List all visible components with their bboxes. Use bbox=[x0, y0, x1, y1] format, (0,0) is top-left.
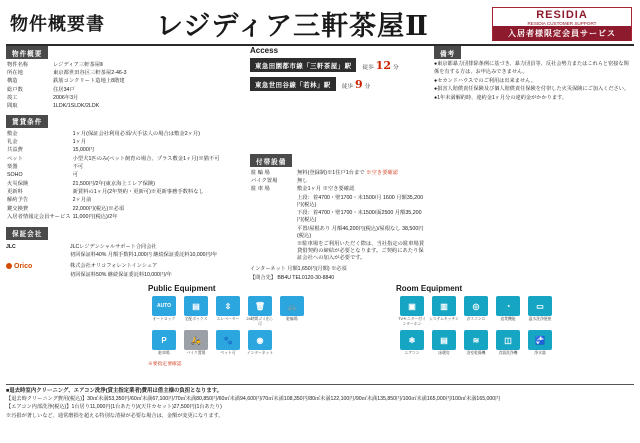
equipment-label: インターネット bbox=[246, 351, 274, 356]
public-equipment-note: ※要指定要確認 bbox=[148, 361, 182, 367]
bike-parking-icon bbox=[184, 330, 208, 350]
equipment-item bbox=[429, 296, 459, 326]
icon-glyph: 🐾 bbox=[223, 335, 233, 345]
remark-item: ●損害人賠償責任保険及び個人賠償責任保険を付帯した火災保険にご加入ください。 bbox=[434, 86, 630, 93]
facility-value: 無し bbox=[297, 177, 308, 184]
outline-value: 2006年3月 bbox=[53, 94, 79, 101]
table-row bbox=[6, 180, 242, 188]
table-row bbox=[6, 188, 242, 196]
equipment-label: オートロック bbox=[152, 317, 176, 321]
orico-fee: 初回保証料50% 継続保証委託料10,000円/年 bbox=[70, 271, 172, 278]
property-name-heading: レジディア三軒茶屋Ⅱ bbox=[156, 11, 429, 42]
equipment-label: システムキッチン bbox=[429, 317, 459, 321]
equipment-item bbox=[525, 296, 555, 326]
equipment-label: 駐輪場 bbox=[286, 317, 298, 321]
equipment-item bbox=[245, 330, 275, 356]
walk-minutes: 12 bbox=[375, 58, 391, 72]
rent-key: SOHO bbox=[7, 172, 23, 179]
icon-glyph: 🚰 bbox=[535, 335, 545, 345]
facility-value-text: 無料(登録制)※1住戸1台まで bbox=[297, 169, 365, 176]
gas-stove-icon bbox=[464, 296, 488, 316]
table-row bbox=[6, 172, 242, 180]
icon-glyph: 🗑 bbox=[254, 301, 266, 311]
orico-name: 株式会社オリコフォレントインシュア bbox=[70, 263, 158, 270]
rent-key: 共益費 bbox=[7, 147, 23, 154]
page-title: 物件概要書 bbox=[10, 14, 105, 35]
table-row bbox=[6, 61, 242, 69]
section-title-access: Access bbox=[250, 46, 279, 55]
table-row bbox=[6, 69, 242, 77]
guarantee-item-orico bbox=[6, 263, 242, 281]
washlet-icon bbox=[528, 296, 552, 316]
table-row bbox=[6, 205, 242, 213]
facility-table bbox=[250, 169, 426, 263]
equipment-item bbox=[213, 296, 243, 326]
access-station-1: 東急田園都市線「三軒茶屋」駅 bbox=[250, 58, 356, 72]
rent-key: 敷金 bbox=[7, 130, 18, 137]
table-row bbox=[6, 130, 242, 138]
table-row bbox=[250, 169, 426, 177]
equipment-item bbox=[461, 330, 491, 356]
icon-glyph: P bbox=[161, 335, 167, 345]
access-line-1 bbox=[250, 58, 426, 72]
document-header bbox=[6, 4, 634, 46]
rent-value: 15,000円 bbox=[72, 147, 95, 154]
equipment-item bbox=[461, 296, 491, 326]
walk-minutes: 9 bbox=[355, 77, 363, 91]
outline-value: 東京都世田谷区三軒茶屋2-46-3 bbox=[53, 69, 127, 76]
table-row bbox=[6, 197, 242, 205]
equipment-item bbox=[181, 330, 211, 356]
remark-text: 1年未満解約時、違約金1ヶ月分の違約金がかかります。 bbox=[437, 95, 567, 102]
facility-key: バイク置場 bbox=[251, 177, 278, 184]
facility-key: 駐 輪 場 bbox=[251, 169, 270, 176]
section-title-outline: 物件概要 bbox=[6, 46, 48, 59]
equipment-label: TVモニター付インターホン bbox=[398, 317, 426, 326]
icon-glyph: 🚲 bbox=[287, 301, 297, 311]
table-row bbox=[6, 147, 242, 155]
outline-key: 所在地 bbox=[7, 69, 23, 76]
remark-item: ●1年未満解約時、違約金1ヶ月分の違約金がかかります。 bbox=[434, 95, 567, 102]
table-row bbox=[6, 94, 242, 102]
bicycle-parking-icon bbox=[280, 296, 304, 316]
equipment-label: 温水洗浄便座 bbox=[528, 317, 552, 321]
trash-room-icon bbox=[248, 296, 272, 316]
equipment-label: 浄水器 bbox=[534, 351, 546, 356]
guarantee-item-jlc bbox=[6, 244, 242, 262]
rent-key: ペット bbox=[7, 155, 23, 162]
equipment-item bbox=[149, 296, 179, 326]
equipment-label: エアコン bbox=[404, 351, 420, 356]
access-walk-2 bbox=[342, 78, 370, 91]
rent-value: 11,000円(税込)/2年 bbox=[72, 213, 118, 220]
public-equipment-section bbox=[148, 284, 328, 367]
jlc-logo: JLC bbox=[6, 243, 16, 250]
icon-glyph: ≋ bbox=[472, 335, 480, 345]
right-column bbox=[434, 46, 634, 104]
facility-key bbox=[250, 225, 296, 240]
icon-glyph: ▤ bbox=[440, 335, 448, 345]
water-purifier-icon bbox=[528, 330, 552, 350]
section-title-facility: 付帯設備 bbox=[250, 154, 292, 167]
remark-text: セカンドハウスでのご利用は出来ません。 bbox=[437, 77, 536, 84]
remark-item: ●東京都暴力団排除条例に基づき、暴力団員等、反社会勢力またはこれらと密接な関係を有する方は、お申込みできません。 bbox=[434, 61, 629, 75]
residia-support-badge bbox=[492, 7, 632, 41]
table-row bbox=[6, 213, 242, 221]
rent-key: 鍵交換費 bbox=[7, 205, 29, 212]
delivery-box-icon bbox=[184, 296, 208, 316]
footer-line: ※汚損が著しいなど、通常磨損を超える特別な清掃が必要な場合は、金額が変更になります。 bbox=[6, 412, 224, 419]
equipment-item bbox=[245, 296, 275, 326]
orico-logo: Orico bbox=[6, 263, 70, 270]
icon-glyph: 🛵 bbox=[191, 335, 201, 345]
equipment-label: エレベーター bbox=[216, 317, 240, 321]
outline-value: レジディア三軒茶屋Ⅱ bbox=[53, 61, 103, 68]
elevator-icon bbox=[216, 296, 240, 316]
orico-mark-icon bbox=[6, 263, 12, 269]
icon-glyph: ◉ bbox=[256, 335, 264, 345]
pet-icon bbox=[216, 330, 240, 350]
equipment-item bbox=[525, 330, 555, 356]
section-title-remarks: 備考 bbox=[434, 46, 461, 59]
system-kitchen-icon bbox=[432, 296, 456, 316]
remark-text: 東京都暴力団排除条例に基づき、暴力団員等、反社会勢力またはこれらと密接な関係を有する方は、お申込みできません。 bbox=[434, 61, 629, 75]
table-row bbox=[6, 163, 242, 171]
outline-key: 間取 bbox=[7, 103, 18, 110]
rent-value: 1ヶ月(保証会社利用必須/大手法人の場合は敷金2ヶ月) bbox=[72, 130, 201, 137]
outline-value: 1LDK/1SLDK/2LDK bbox=[53, 103, 100, 110]
equipment-label: 宅配ボックス bbox=[184, 317, 208, 321]
bath-icon bbox=[496, 296, 520, 316]
equipment-label: バイク置場 bbox=[186, 351, 206, 356]
equipment-label: 床暖房 bbox=[438, 351, 450, 356]
icon-glyph: AUTO bbox=[156, 303, 172, 309]
equipment-item bbox=[493, 330, 523, 356]
facility-internet: インターネット 月額1,650円(月額) ※必須 bbox=[250, 266, 347, 272]
rent-key: 入居者情報定会員サービス bbox=[7, 213, 71, 220]
outline-value: 鉄筋コンクリート造地上8階建 bbox=[53, 78, 125, 85]
footer-line: 【エアコン内部洗浄(税込)】1台居り11,000円(1台あたり)/(天井カセット)27,500円(1台あたり) bbox=[6, 404, 222, 411]
walk-unit: 分 bbox=[364, 83, 371, 90]
public-equipment-grid bbox=[148, 296, 328, 360]
footer-notes bbox=[6, 382, 634, 420]
bath-dryer-icon bbox=[464, 330, 488, 350]
badge-brand bbox=[493, 8, 631, 26]
facility-value: 下段：着4700・壁1700・未1500/面2500 月額35,200円(税込) bbox=[297, 210, 422, 224]
rent-value: 新賃料の1ヶ月(2年契約・更新可)※更新事務手数料なし bbox=[72, 188, 204, 195]
equipment-item bbox=[493, 296, 523, 326]
table-row bbox=[6, 138, 242, 146]
equipment-label: 食器洗浄機 bbox=[498, 351, 518, 356]
remark-item: ●セカンドハウスでのご利用は出来ません。 bbox=[434, 77, 536, 84]
rent-value: 2ヶ月前 bbox=[72, 197, 92, 204]
rent-value: 1ヶ月 bbox=[72, 138, 87, 145]
access-station-2: 東急世田谷線「若林」駅 bbox=[250, 77, 336, 91]
jlc-fee: 初回保証料40% 月額手数料1,000円 継続保証委託料10,000円/年 bbox=[70, 252, 218, 259]
auto-lock-icon bbox=[152, 296, 176, 316]
rent-conditions-table bbox=[6, 130, 242, 222]
facility-key bbox=[250, 240, 296, 263]
badge-brand-sub: RESIDIA CUSTOMER SUPPORT bbox=[527, 21, 597, 26]
icon-glyph: ▥ bbox=[440, 301, 448, 311]
parking-icon bbox=[152, 330, 176, 350]
table-row bbox=[250, 194, 426, 209]
room-equipment-section bbox=[396, 284, 586, 360]
access-line-2 bbox=[250, 77, 426, 91]
equipment-label: 24時間ゴミ出し可 bbox=[246, 317, 274, 326]
rent-key: 火災保険 bbox=[7, 180, 29, 187]
equipment-item bbox=[149, 330, 179, 356]
equipment-item bbox=[181, 296, 211, 326]
table-row bbox=[250, 177, 426, 185]
facility-note: ※空き要確認 bbox=[366, 169, 398, 176]
dishwasher-icon bbox=[496, 330, 520, 350]
left-column bbox=[6, 46, 242, 281]
equipment-label: 駐車場 bbox=[158, 351, 170, 356]
rent-key: 礼金 bbox=[7, 138, 18, 145]
outline-key: 構造 bbox=[7, 78, 18, 85]
facility-value: ※駐車場をご利用いただく際は、当社指定の駐車場賃貸借契約の締結が必要となります。ご契約にあたり保証会社への加入が必要です。 bbox=[297, 240, 425, 262]
table-row bbox=[250, 240, 426, 263]
facility-value: 平置/屋根あり 月額46,200円(税込)/屋根なし 38,500円(税込) bbox=[297, 225, 424, 239]
contact-label: 【問合先】 bbox=[250, 274, 276, 281]
table-row bbox=[250, 225, 426, 240]
icon-glyph: ◎ bbox=[472, 301, 480, 311]
outline-table bbox=[6, 61, 242, 111]
internet-icon bbox=[248, 330, 272, 350]
table-row bbox=[250, 209, 426, 224]
rent-value: 不可 bbox=[72, 163, 84, 170]
tv-intercom-icon bbox=[400, 296, 424, 316]
outline-key: 物件名称 bbox=[7, 61, 29, 68]
facility-contact bbox=[250, 275, 426, 283]
equipment-label: ガスコンロ bbox=[466, 317, 486, 321]
floor-heating-icon bbox=[432, 330, 456, 350]
icon-glyph: ❄ bbox=[408, 335, 416, 345]
equipment-label: 浴室乾燥機 bbox=[466, 351, 486, 356]
footer-divider bbox=[6, 384, 634, 385]
icon-glyph: ▤ bbox=[192, 301, 200, 311]
table-row bbox=[250, 186, 426, 194]
icon-glyph: ▭ bbox=[536, 301, 544, 311]
walk-label: 徒歩 bbox=[362, 64, 374, 71]
footer-line: 【退去時クリーニング費用(税込)】30㎡未満53,350円/60㎡未満67,100円/70㎡未満80,850円/60㎡未満94,600円/70㎡未満108,350円/80㎡未満122,100円/90㎡未満135,850円/100㎡未満165,000円/100㎡未満165,000円 bbox=[6, 396, 501, 403]
room-equipment-title: Room Equipment bbox=[396, 284, 463, 293]
walk-label: 徒歩 bbox=[341, 83, 353, 90]
table-row bbox=[6, 86, 242, 94]
rent-key: 更新料 bbox=[7, 188, 23, 195]
equipment-label: ペット可 bbox=[220, 351, 236, 356]
rent-value: 21,500円/2年(東京海上ミレア保険) bbox=[72, 180, 155, 187]
equipment-item bbox=[213, 330, 243, 356]
icon-glyph: ⇳ bbox=[224, 301, 232, 311]
rent-key: 楽器 bbox=[7, 163, 18, 170]
facility-key: 駐 車 場 bbox=[251, 186, 270, 193]
rent-value: 小型犬1匹のみ(ペット飼育の場合、プラス敷金1ヶ月)※猫不可 bbox=[72, 155, 220, 162]
facility-key bbox=[250, 209, 296, 224]
aircon-icon bbox=[400, 330, 424, 350]
table-row bbox=[6, 155, 242, 163]
access-walk-1 bbox=[362, 59, 398, 72]
outline-value: 住居34戸 bbox=[53, 86, 75, 93]
contact-value: BB4U TEL0120-30-8840 bbox=[277, 274, 335, 281]
section-title-guarantee: 保証会社 bbox=[6, 227, 48, 240]
table-row bbox=[6, 103, 242, 111]
jlc-name: JLCレジデンシャルサポート合同会社 bbox=[70, 243, 157, 250]
facility-value bbox=[296, 169, 426, 177]
badge-member-service: 入居者様限定会員サービス bbox=[493, 26, 631, 41]
walk-unit: 分 bbox=[392, 64, 399, 71]
icon-glyph: ▣ bbox=[408, 301, 416, 311]
icon-glyph: ◫ bbox=[504, 335, 512, 345]
equipment-item bbox=[429, 330, 459, 356]
room-equipment-grid bbox=[396, 296, 586, 360]
public-equipment-title: Public Equipment bbox=[148, 284, 216, 293]
facility-value: 上段：着4700・壁1700・未1500/月 1600 月額35,200円(税込) bbox=[297, 194, 424, 208]
rent-value: 22,000円(税込)※必須 bbox=[72, 205, 125, 212]
rent-key: 解約予告 bbox=[7, 197, 29, 204]
table-row bbox=[6, 78, 242, 86]
facility-key bbox=[250, 194, 296, 209]
middle-column bbox=[250, 46, 426, 284]
equipment-label: 追焚機能 bbox=[500, 317, 516, 321]
section-title-rent: 賃貸条件 bbox=[6, 115, 48, 128]
outline-key: 総戸数 bbox=[7, 86, 23, 93]
equipment-item bbox=[397, 296, 427, 326]
badge-brand-text: RESIDIA bbox=[536, 9, 588, 21]
equipment-item bbox=[397, 330, 427, 356]
footer-line: ■退去時室内クリーニング、エアコン洗浄(貸主指定業者)費用は借主様の負担となります。 bbox=[6, 388, 223, 394]
rent-value: 可 bbox=[72, 172, 78, 179]
facility-value: 敷金1ヶ月 ※空き要確認 bbox=[297, 186, 355, 193]
remark-text: 損害人賠償責任保険及び個人賠償責任保険を付帯した火災保険にご加入ください。 bbox=[437, 86, 630, 93]
equipment-item bbox=[277, 296, 307, 326]
icon-glyph: ◔ bbox=[505, 301, 511, 311]
outline-key: 竣工 bbox=[7, 94, 18, 101]
